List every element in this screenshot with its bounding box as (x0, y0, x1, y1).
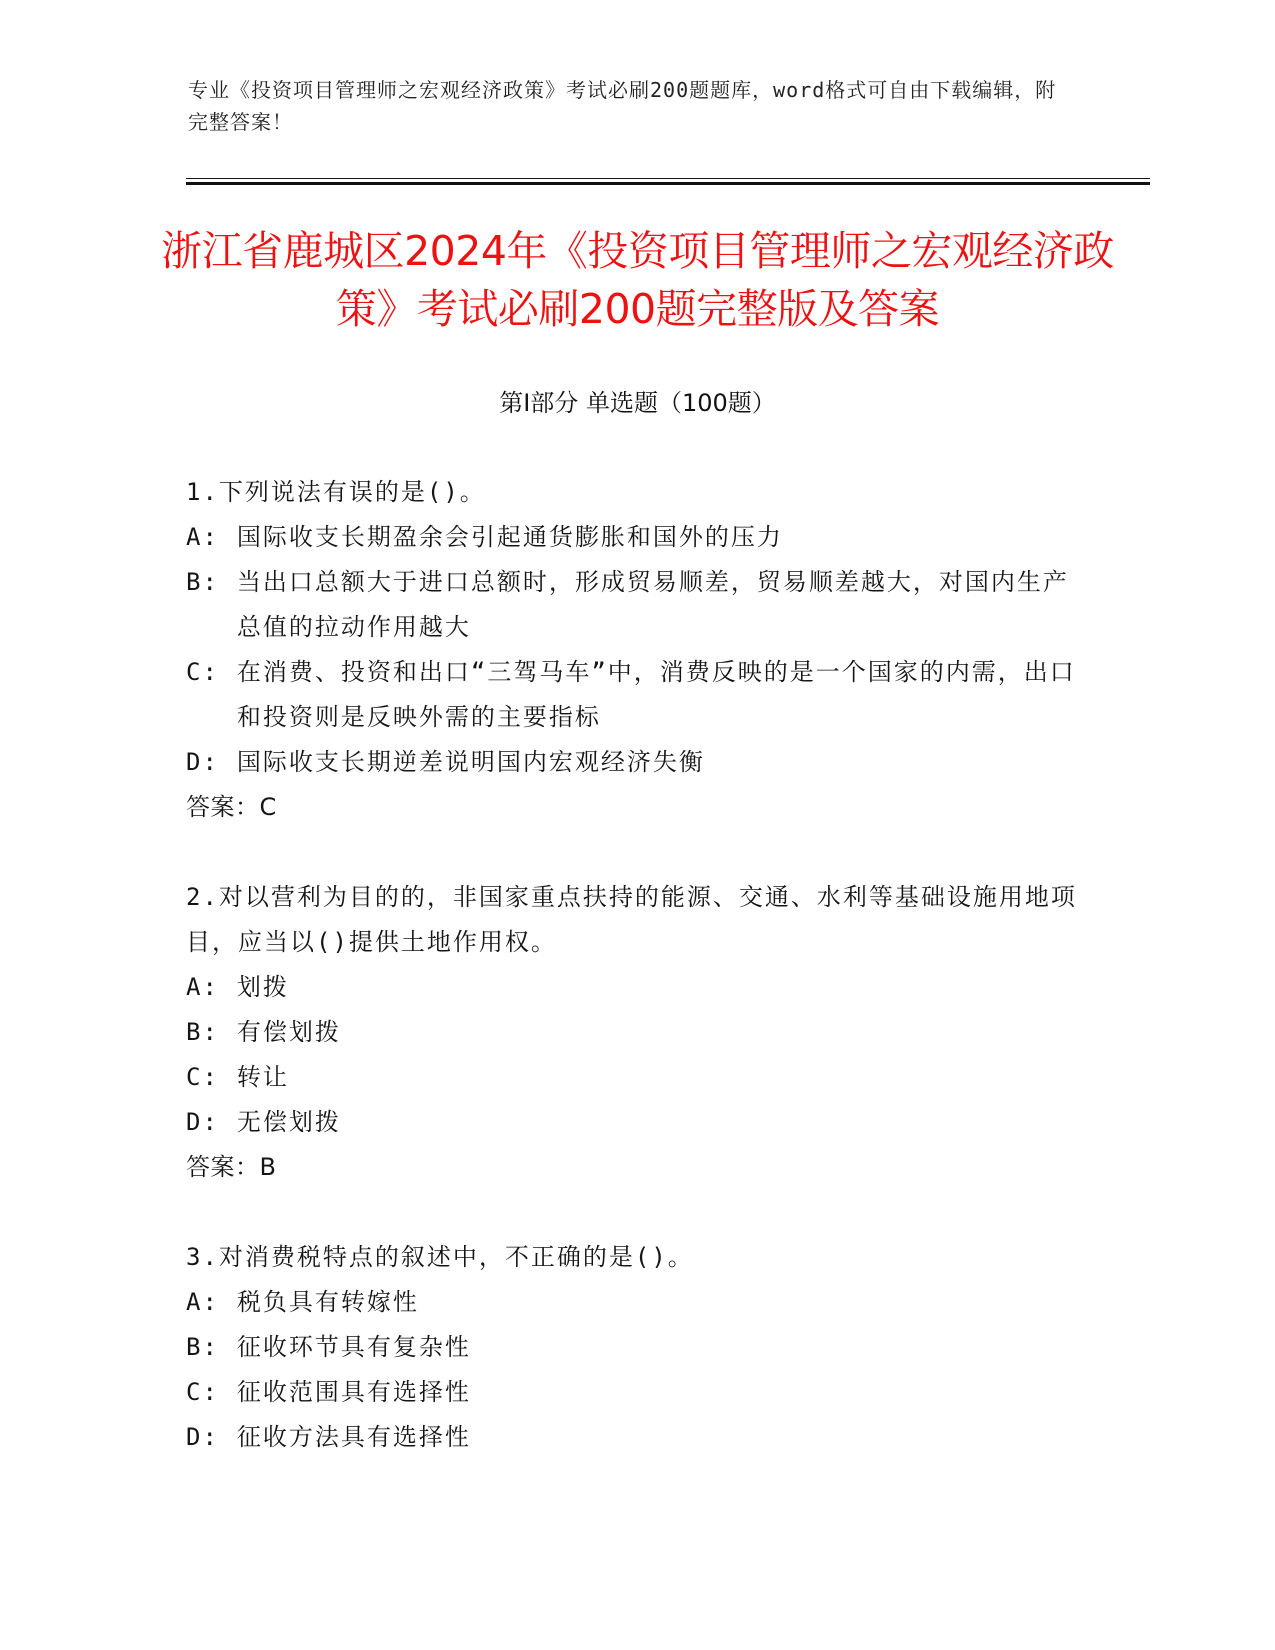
option-key: D: (186, 1423, 219, 1451)
question-spacer (186, 830, 1086, 875)
option-key: C: (186, 1378, 219, 1406)
question-list (186, 470, 1086, 1460)
option-key: A: (186, 523, 219, 551)
question-stem: 3.对消费税特点的叙述中，不正确的是()。 (186, 1243, 694, 1271)
option-text: 划拨 (236, 973, 289, 1001)
header-note: 专业《投资项目管理师之宏观经济政策》考试必刷200题题库，word格式可自由下载编辑，附完整答案！ (188, 78, 1057, 134)
document-title: 浙江省鹿城区2024年《投资项目管理师之宏观经济政策》考试必刷200题完整版及答案 (161, 227, 1114, 333)
option-key: D: (186, 1108, 219, 1136)
option-text: 征收方法具有选择性 (236, 1423, 471, 1451)
option-text: 在消费、投资和出口“三驾马车”中，消费反映的是一个国家的内需，出口和投资则是反映外需的主要指标 (236, 658, 1076, 731)
option-text: 无偿划拨 (236, 1108, 341, 1136)
question-spacer (186, 1190, 1086, 1235)
option-key: A: (186, 1288, 219, 1316)
option-b (186, 1325, 1086, 1370)
question-stem: 1.下列说法有误的是()。 (186, 478, 486, 506)
option-text: 有偿划拨 (236, 1018, 341, 1046)
option-text: 转让 (236, 1063, 289, 1091)
option-c (186, 1055, 1086, 1100)
option-d (186, 740, 1086, 785)
option-key: B: (186, 568, 219, 596)
option-c (186, 650, 1086, 740)
option-text: 国际收支长期盈余会引起通货膨胀和国外的压力 (236, 523, 783, 551)
option-key: C: (186, 658, 219, 686)
option-text: 税负具有转嫁性 (236, 1288, 419, 1316)
option-text: 当出口总额大于进口总额时，形成贸易顺差，贸易顺差越大，对国内生产总值的拉动作用越大 (236, 568, 1069, 641)
header-divider-thin (186, 178, 1150, 179)
option-b (186, 560, 1086, 650)
option-key: C: (186, 1063, 219, 1091)
section-heading: 第Ⅰ部分 单选题（100题） (499, 389, 776, 417)
answer-line: 答案：C (186, 793, 277, 821)
option-a (186, 515, 1086, 560)
option-text: 征收环节具有复杂性 (236, 1333, 471, 1361)
option-d (186, 1100, 1086, 1145)
option-key: A: (186, 973, 219, 1001)
option-c (186, 1370, 1086, 1415)
header-divider-thick (186, 182, 1150, 185)
option-a (186, 1280, 1086, 1325)
option-key: B: (186, 1018, 219, 1046)
option-key: B: (186, 1333, 219, 1361)
question-stem: 2.对以营利为目的的，非国家重点扶持的能源、交通、水利等基础设施用地项目，应当以()提供土地作用权。 (186, 883, 1077, 956)
option-key: D: (186, 748, 219, 776)
question-item (186, 875, 1086, 1190)
option-b (186, 1010, 1086, 1055)
question-item (186, 1235, 1086, 1460)
question-item (186, 470, 1086, 830)
option-text: 征收范围具有选择性 (236, 1378, 471, 1406)
answer-line: 答案：B (186, 1153, 277, 1181)
option-text: 国际收支长期逆差说明国内宏观经济失衡 (236, 748, 705, 776)
option-a (186, 965, 1086, 1010)
option-d (186, 1415, 1086, 1460)
